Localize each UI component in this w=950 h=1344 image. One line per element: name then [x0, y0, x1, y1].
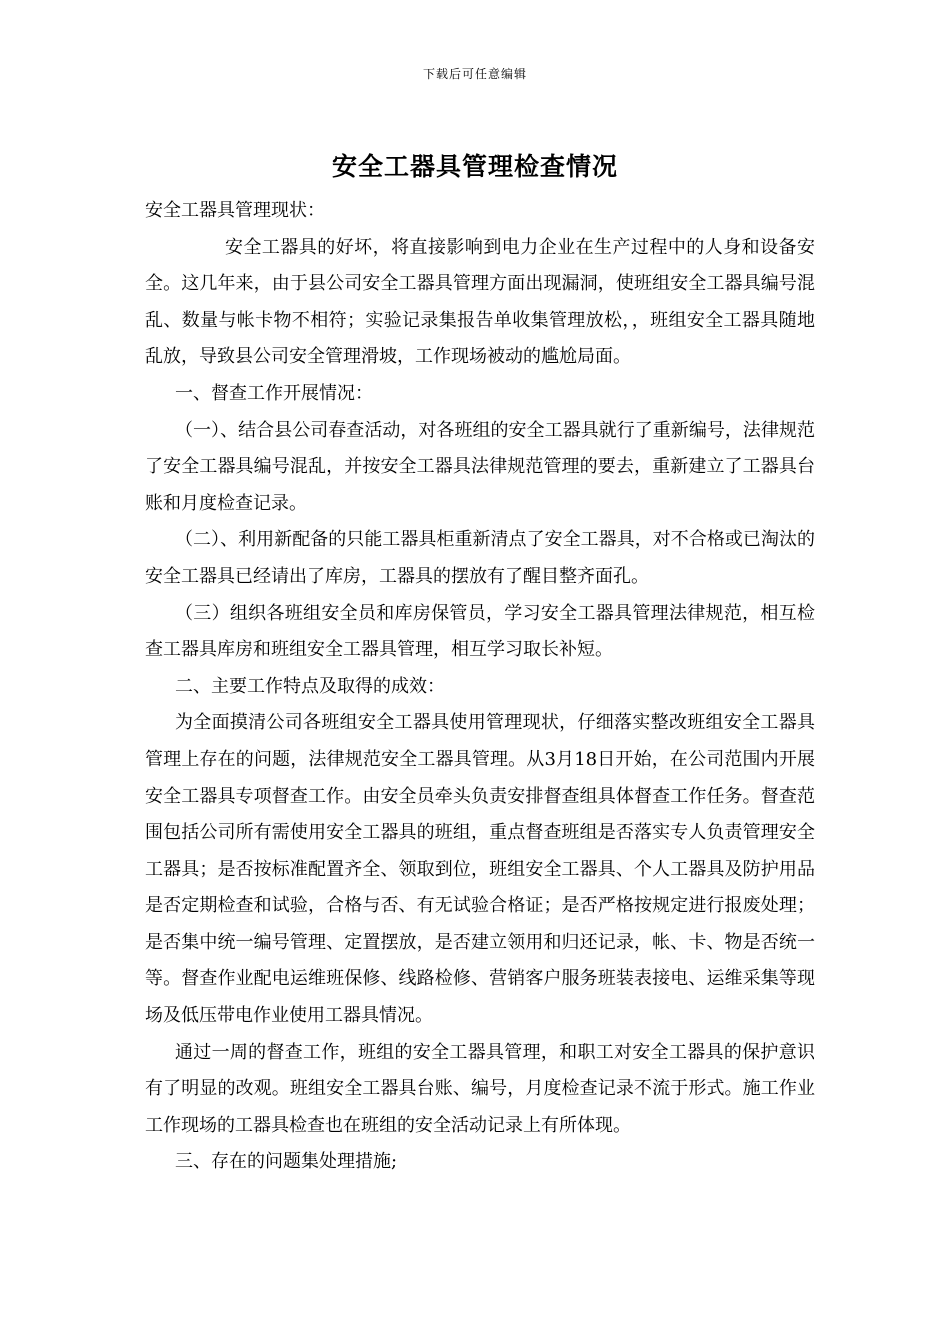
paragraph-item-3: （三）组织各班组安全员和库房保管员，学习安全工器具管理法律规范，相互检查工器具库房和班组安全工器具管理，相互学习取长补短。 [145, 602, 815, 661]
document-body [145, 193, 815, 1181]
section-heading-2: 二、主要工作特点及取得的成效： [175, 675, 445, 697]
paragraph-item-1: （一）、结合县公司春查活动，对各班组的安全工器具就行了重新编号，法律规范了安全工器具编号混乱，并按安全工器具法律规范管理的要去，重新建立了工器具台账和月度检查记录。 [145, 419, 815, 514]
paragraph-results: 通过一周的督查工作，班组的安全工器具管理，和职工对安全工器具的保护意识有了明显的改观。班组安全工器具台账、编号，月度检查记录不流于形式。施工作业工作现场的工器具检查也在班组的安全活动记录上有所体现。 [145, 1041, 815, 1136]
section-heading-1: 一、督查工作开展情况： [175, 382, 373, 404]
section-intro-heading: 安全工器具管理现状： [145, 200, 325, 221]
paragraph-item-2: （二）、利用新配备的只能工器具柜重新清点了安全工器具，对不合格或已淘汰的安全工器具已经请出了库房，工器具的摆放有了醒目整齐面孔。 [145, 529, 815, 587]
document-title: 安全工器具管理检查情况 [331, 152, 618, 181]
paragraph-achievements: 为全面摸清公司各班组安全工器具使用管理现状，仔细落实整改班组安全工器具管理上存在的问题，法律规范安全工器具管理。从3月18日开始，在公司范围内开展安全工器具专项督查工作。由安全员牵头负责安排督查组具体督查工作任务。督查范围包括公司所有需使用安全工器具的班组，重点督查班组是否落实专人负责管理安全工器具；是否按标准配置齐全、领取到位，班组安全工器具、个人工器具及防护用品是否定期检查和试验，合格与否、有无试验合格证；是否严格按规定进行报废处理；是否集中统一编号管理、定置摆放，是否建立领用和归还记录，帐、卡、物是否统一等。督查作业配电运维班保修、线路检修、营销客户服务班装表接电、运维采集等现场及低压带电作业使用工器具情况。 [145, 712, 815, 1027]
section-heading-3: 三、存在的问题集处理措施; [175, 1151, 398, 1173]
header-note: 下载后可任意编辑 [422, 67, 527, 81]
paragraph-status: 安全工器具的好坏，将直接影响到电力企业在生产过程中的人身和设备安全。这几年来，由于县公司安全工器具管理方面出现漏洞，使班组安全工器具编号混乱、数量与帐卡物不相符；实验记录集报告单收集管理放松，，班组安全工器具随地乱放，导致县公司安全管理滑坡，工作现场被动的尴尬局面。 [145, 236, 815, 368]
